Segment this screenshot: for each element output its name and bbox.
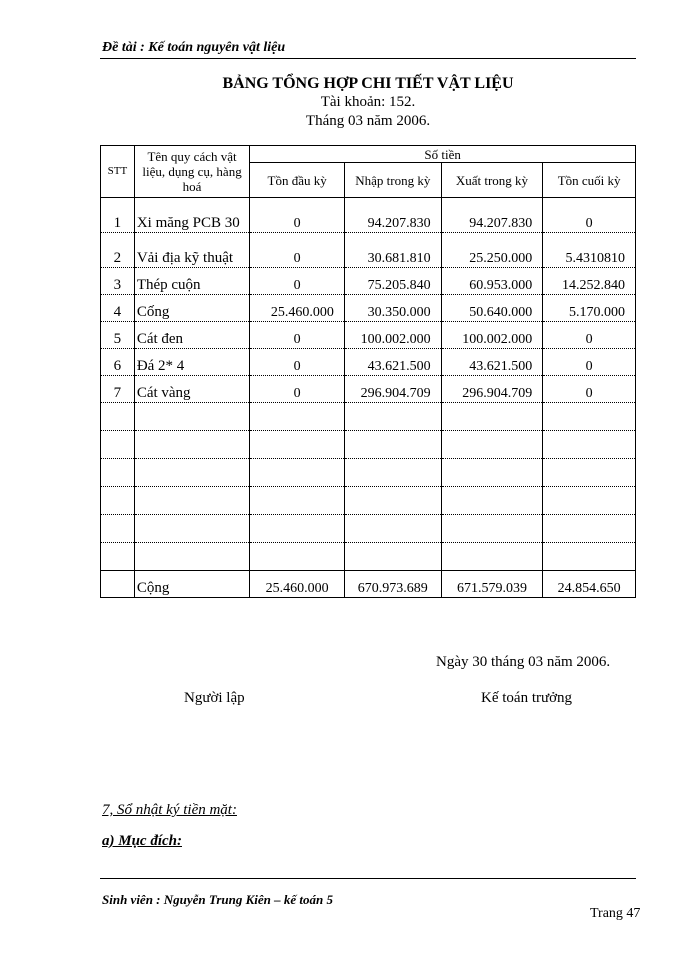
title-block (100, 74, 636, 131)
row-closing: 0 (543, 349, 636, 376)
signature-date: Ngày 30 tháng 03 năm 2006. (436, 654, 611, 670)
header-amount-group: Số tiền (250, 146, 636, 163)
row-closing: 14.252.840 (543, 268, 636, 295)
row-name: Đá 2* 4 (134, 349, 249, 376)
row-closing: 0 (543, 322, 636, 349)
row-name: Thép cuộn (134, 268, 249, 295)
row-stt: 5 (101, 322, 135, 349)
empty-row (101, 515, 636, 543)
table-row (101, 268, 636, 295)
header-opening: Tồn đầu kỳ (250, 163, 345, 198)
row-export: 50.640.000 (441, 295, 543, 322)
row-export: 25.250.000 (441, 233, 543, 268)
row-stt: 6 (101, 349, 135, 376)
header-topic: Đề tài : Kế toán nguyên vật liệu (102, 40, 286, 55)
row-closing: 5.4310810 (543, 233, 636, 268)
table-row (101, 233, 636, 268)
table-row (101, 376, 636, 403)
material-detail-table (100, 145, 636, 598)
row-opening: 25.460.000 (250, 295, 345, 322)
section-heading-purpose: a) Mục đích: (102, 833, 182, 849)
row-opening: 0 (250, 376, 345, 403)
row-stt: 3 (101, 268, 135, 295)
document-title: BẢNG TỔNG HỢP CHI TIẾT VẬT LIỆU (222, 75, 514, 92)
empty-row (101, 459, 636, 487)
header-stt: STT (101, 146, 135, 198)
row-closing: 0 (543, 198, 636, 233)
table-row (101, 295, 636, 322)
row-export: 60.953.000 (441, 268, 543, 295)
row-import: 30.681.810 (344, 233, 441, 268)
row-name: Xi măng PCB 30 (134, 198, 249, 233)
row-stt: 2 (101, 233, 135, 268)
total-closing: 24.854.650 (543, 571, 636, 598)
row-name: Cống (134, 295, 249, 322)
empty-row (101, 487, 636, 515)
row-export: 94.207.830 (441, 198, 543, 233)
empty-row (101, 431, 636, 459)
row-opening: 0 (250, 322, 345, 349)
section-heading-journal: 7, Sổ nhật ký tiền mặt: (102, 802, 237, 818)
row-opening: 0 (250, 198, 345, 233)
row-name: Cát vàng (134, 376, 249, 403)
row-opening: 0 (250, 268, 345, 295)
table-row (101, 349, 636, 376)
account-line: Tài khoản: 152. (320, 94, 416, 110)
footer-student: Sinh viên : Nguyễn Trung Kiên – kế toán 5 (102, 892, 334, 907)
row-stt: 4 (101, 295, 135, 322)
row-closing: 5.170.000 (543, 295, 636, 322)
table-row (101, 322, 636, 349)
table-row (101, 198, 636, 233)
row-name: Cát đen (134, 322, 249, 349)
row-import: 43.621.500 (344, 349, 441, 376)
total-opening: 25.460.000 (250, 571, 345, 598)
row-opening: 0 (250, 233, 345, 268)
header-import: Nhập trong kỳ (344, 163, 441, 198)
row-opening: 0 (250, 349, 345, 376)
total-import: 670.973.689 (344, 571, 441, 598)
header-divider (100, 58, 636, 59)
total-label: Cộng (134, 571, 249, 598)
row-closing: 0 (543, 376, 636, 403)
row-import: 94.207.830 (344, 198, 441, 233)
chief-accountant-label: Kế toán trưởng (481, 690, 573, 706)
row-name: Vải địa kỹ thuật (134, 233, 249, 268)
total-stt (101, 571, 135, 598)
row-import: 30.350.000 (344, 295, 441, 322)
row-export: 296.904.709 (441, 376, 543, 403)
row-import: 100.002.000 (344, 322, 441, 349)
page-number: Trang 47 (590, 906, 641, 921)
footer-divider (100, 878, 636, 879)
empty-row (101, 403, 636, 431)
total-export: 671.579.039 (441, 571, 543, 598)
row-export: 43.621.500 (441, 349, 543, 376)
row-export: 100.002.000 (441, 322, 543, 349)
period-line: Tháng 03 năm 2006. (305, 113, 431, 129)
row-import: 296.904.709 (344, 376, 441, 403)
header-closing: Tồn cuối kỳ (543, 163, 636, 198)
preparer-label: Người lập (184, 690, 245, 706)
empty-row (101, 543, 636, 571)
row-import: 75.205.840 (344, 268, 441, 295)
total-row (101, 571, 636, 598)
header-name: Tên quy cách vật liệu, dụng cụ, hàng hoá (134, 146, 249, 198)
row-stt: 1 (101, 198, 135, 233)
header-export: Xuất trong kỳ (441, 163, 543, 198)
row-stt: 7 (101, 376, 135, 403)
